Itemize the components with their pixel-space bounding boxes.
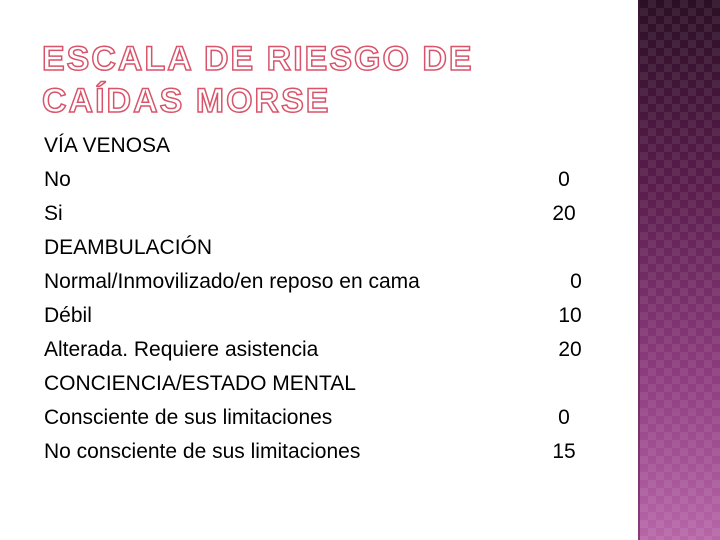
score-value: 0 xyxy=(570,270,582,293)
list-item xyxy=(44,197,604,231)
score-value: 0 xyxy=(558,406,570,429)
score-value: 0 xyxy=(558,168,570,191)
list-item xyxy=(44,333,604,367)
list-item xyxy=(44,265,604,299)
item-label: Débil xyxy=(44,304,92,327)
score-list xyxy=(44,129,604,469)
item-label: Consciente de sus limitaciones xyxy=(44,406,333,429)
section-heading: DEAMBULACIÓN xyxy=(44,236,213,259)
slide-title: ESCALA DE RIESGO DE CAÍDAS MORSE xyxy=(42,40,474,120)
list-item xyxy=(44,163,604,197)
list-item xyxy=(44,299,604,333)
decorative-side-panel xyxy=(640,0,720,540)
score-value: 10 xyxy=(558,304,582,327)
score-value: 20 xyxy=(558,338,582,361)
item-label: Alterada. Requiere asistencia xyxy=(44,338,319,361)
item-label: Si xyxy=(44,202,63,225)
item-label: Normal/Inmovilizado/en reposo en cama xyxy=(44,270,420,293)
section-heading: VÍA VENOSA xyxy=(44,134,171,157)
score-value: 20 xyxy=(552,202,576,225)
item-label: No consciente de sus limitaciones xyxy=(44,440,361,463)
list-item xyxy=(44,129,604,163)
list-item xyxy=(44,367,604,401)
score-value: 15 xyxy=(552,440,576,463)
section-heading: CONCIENCIA/ESTADO MENTAL xyxy=(44,372,356,395)
list-item xyxy=(44,435,604,469)
item-label: No xyxy=(44,168,71,191)
list-item xyxy=(44,231,604,265)
list-item xyxy=(44,401,604,435)
